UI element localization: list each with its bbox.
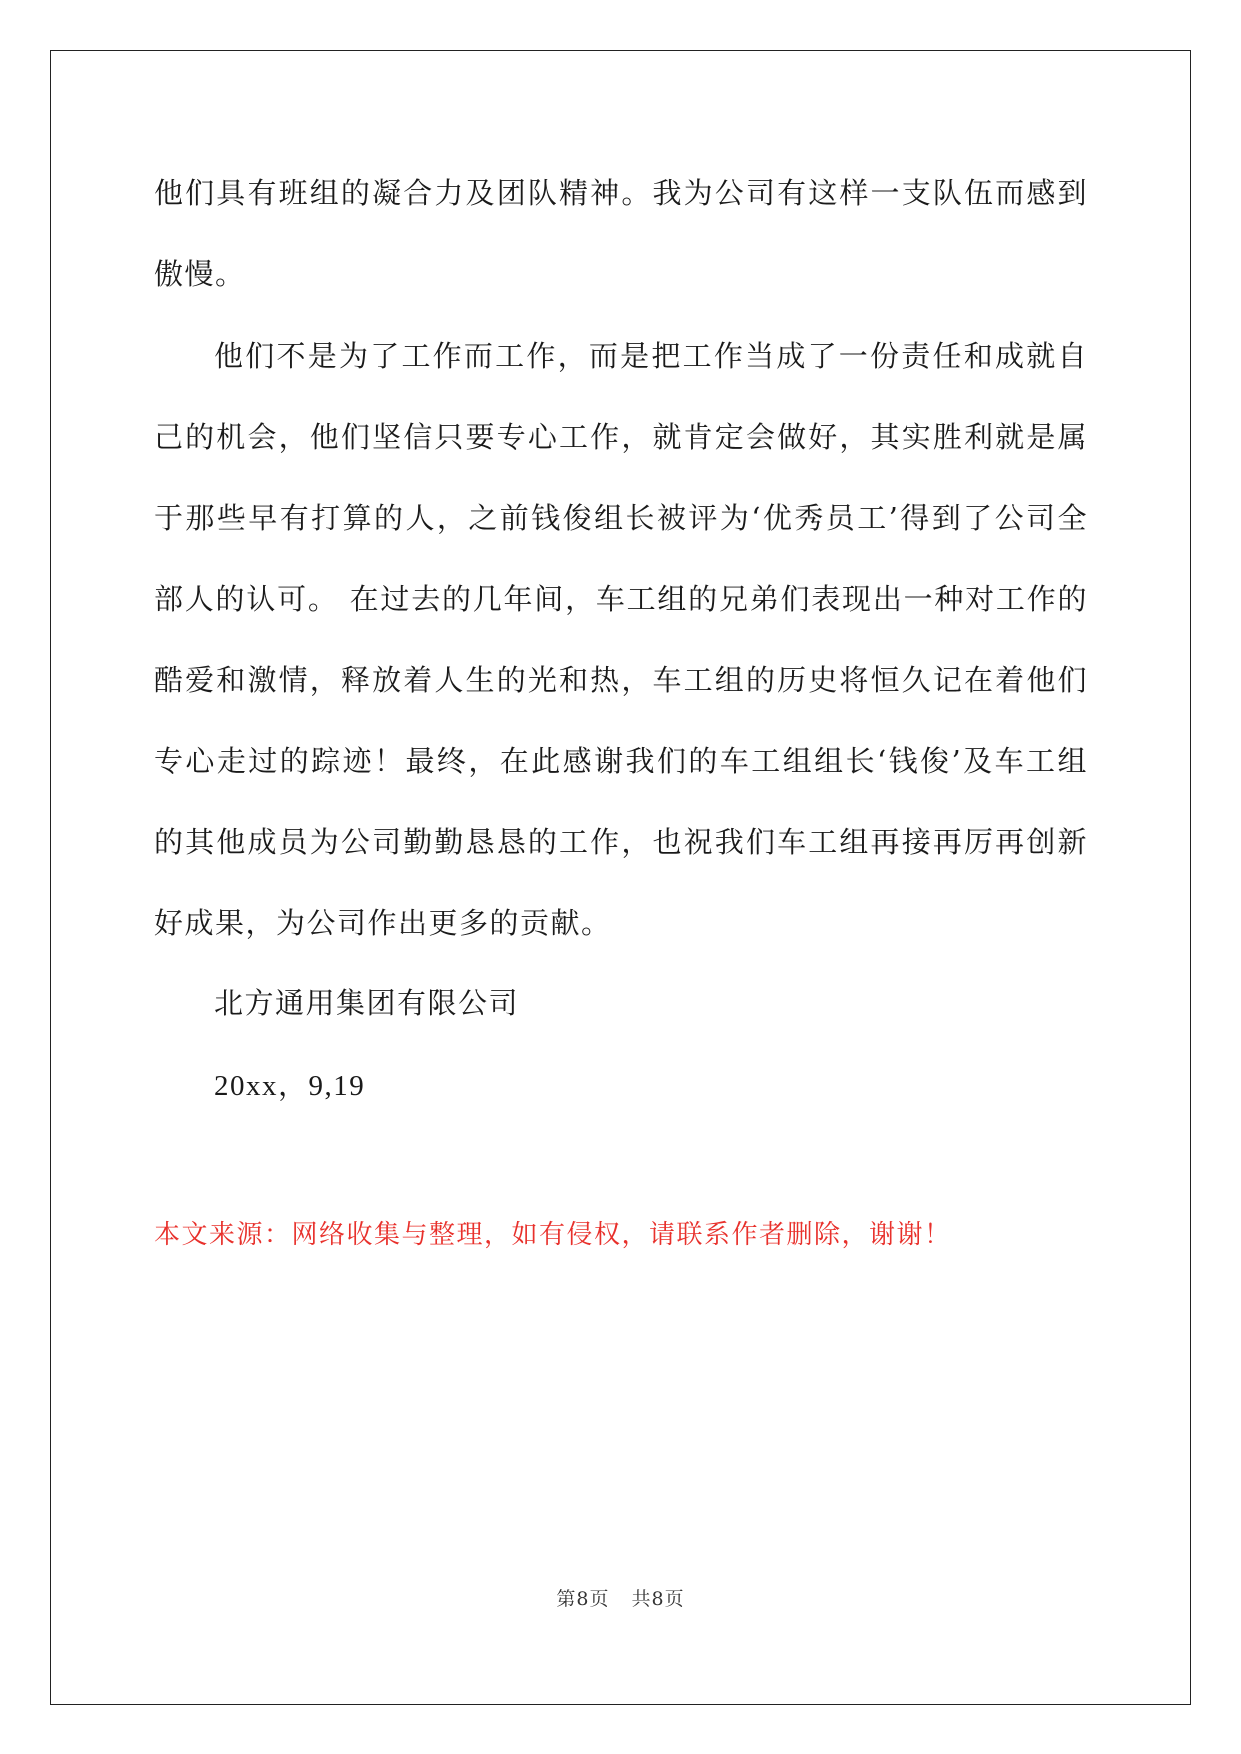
paragraph-2: 他们不是为了工作而工作，而是把工作当成了一份责任和成就自己的机会，他们坚信只要专心工作，就肯定会做好，其实胜利就是属于那些早有打算的人，之前钱俊组长被评为‘优秀员工’得到了公司全部人的认可。 在过去的几年间，车工组的兄弟们表现出一种对工作的酷爱和激情，释放着人生的光和热，车工组的历史将恒久记在着他们专心走过的踪迹！最终，在此感谢我们的车工组组长‘钱俊’及车工组的其他成员为公司勤勤恳恳的工作，也祝我们车工组再接再厉再创新好成果，为公司作出更多的贡献。 bbox=[154, 339, 1088, 940]
signature-company: 北方通用集团有限公司 bbox=[214, 986, 520, 1020]
date-block bbox=[154, 1046, 1088, 1127]
page-number-current: 第8页 bbox=[556, 1588, 610, 1610]
paragraph-1-block bbox=[154, 153, 1088, 315]
page-number-total: 共8页 bbox=[631, 1588, 685, 1610]
signature-date: 20xx，9,19 bbox=[214, 1070, 366, 1102]
signature-block bbox=[154, 963, 1088, 1044]
source-note: 本文来源：网络收集与整理，如有侵权，请联系作者删除，谢谢！ bbox=[154, 1220, 952, 1250]
paragraph-2-block bbox=[154, 316, 1088, 964]
paragraph-1: 他们具有班组的凝合力及团队精神。我为公司有这样一支队伍而感到傲慢。 bbox=[154, 176, 1088, 291]
page-footer bbox=[0, 1584, 1241, 1611]
